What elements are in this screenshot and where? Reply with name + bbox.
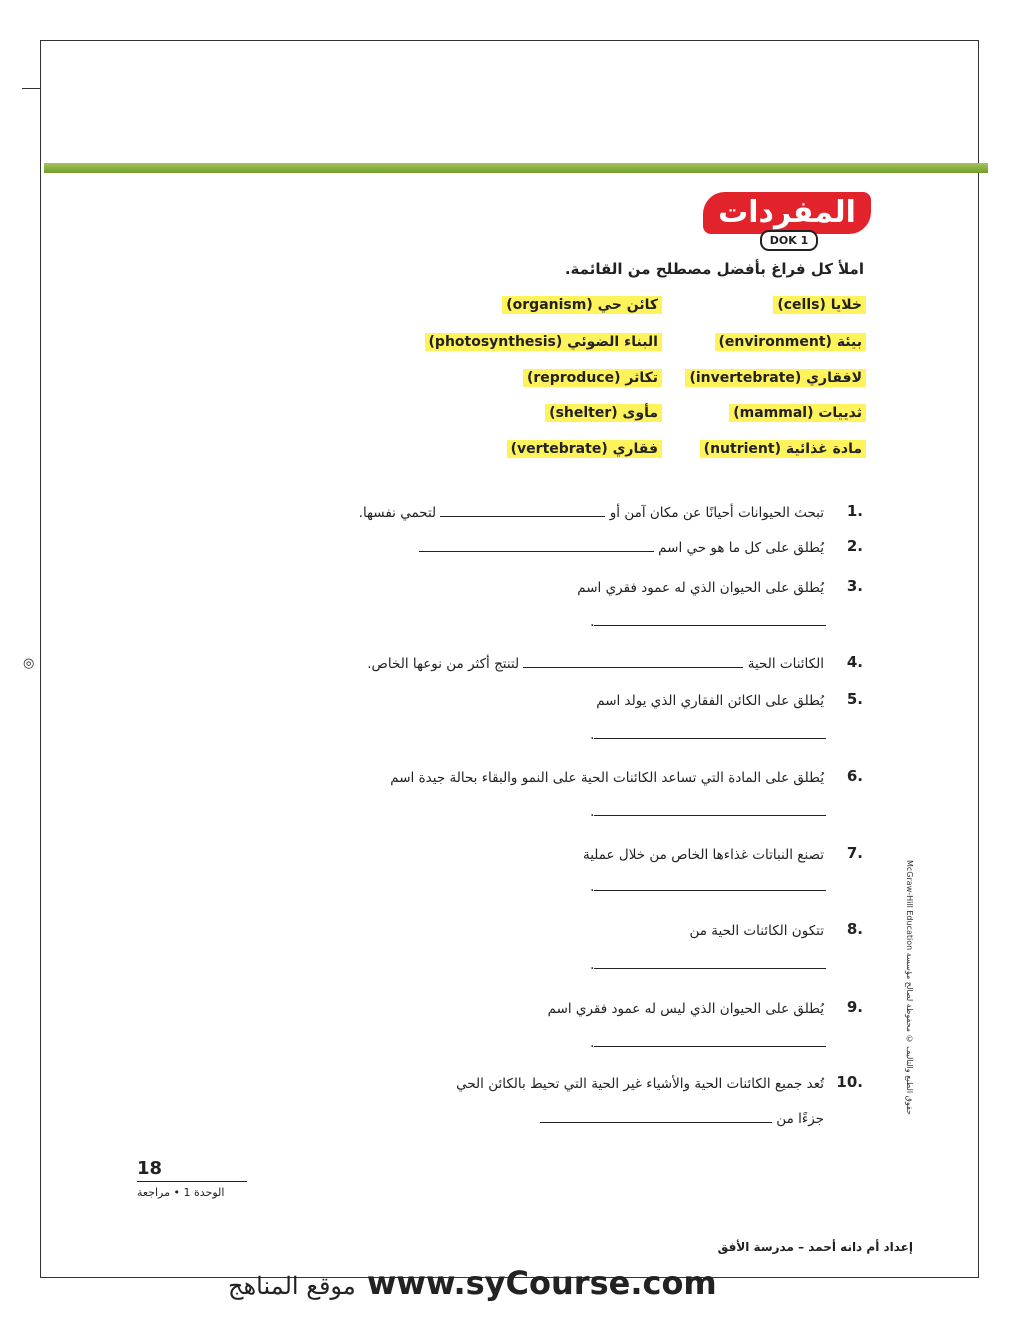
word-bank-term: البناء الضوئي (photosynthesis) bbox=[425, 333, 662, 351]
question-text-part: لتنتج أكثر من نوعها الخاص. bbox=[367, 656, 520, 672]
question-number: 10. bbox=[836, 1073, 863, 1091]
word-bank-term: كائن حي (organism) bbox=[502, 296, 662, 314]
question-number: 2. bbox=[846, 537, 863, 555]
answer-blank[interactable] bbox=[523, 667, 743, 668]
question-text: يُطلق على الكائن الفقاري الذي يولد اسم bbox=[596, 693, 824, 709]
question-text-part: يُطلق على كل ما هو حي اسم bbox=[658, 540, 824, 556]
word-bank-term: خلايا (cells) bbox=[773, 296, 866, 314]
question-number: 7. bbox=[846, 844, 863, 862]
word-bank-term: مادة غذائية (nutrient) bbox=[700, 440, 866, 458]
question-text: يُطلق على الحيوان الذي له عمود فقري اسم bbox=[577, 580, 824, 596]
answer-line[interactable] bbox=[594, 625, 826, 626]
word-bank-term: مأوى (shelter) bbox=[545, 404, 662, 422]
question-text: يُطلق على المادة التي تساعد الكائنات الحية على النمو والبقاء بحالة جيدة اسم bbox=[390, 770, 824, 786]
question-text-part: تبحث الحيوانات أحيانًا عن مكان آمن أو bbox=[609, 505, 824, 521]
section-title: المفردات bbox=[703, 192, 871, 234]
word-bank-term: لافقاري (invertebrate) bbox=[685, 369, 866, 387]
question-text bbox=[419, 540, 824, 556]
answer-blank[interactable] bbox=[540, 1122, 772, 1123]
question-text: تُعد جميع الكائنات الحية والأشياء غير الحية التي تحيط بالكائن الحي bbox=[456, 1076, 824, 1092]
word-bank-term: ثدييات (mammal) bbox=[729, 404, 866, 422]
question-text bbox=[540, 1111, 824, 1127]
answer-line[interactable] bbox=[594, 890, 826, 891]
answer-line[interactable] bbox=[594, 1046, 826, 1047]
question-number: 6. bbox=[846, 767, 863, 785]
question-number: 1. bbox=[846, 502, 863, 520]
instruction-text: املأ كل فراغ بأفضل مصطلح من القائمة. bbox=[564, 260, 864, 278]
page-number-rule bbox=[137, 1181, 247, 1182]
dok-badge: DOK 1 bbox=[760, 230, 818, 251]
page-number: 18 bbox=[137, 1158, 163, 1179]
footer-site-name: موقع المناهج bbox=[228, 1272, 356, 1300]
answer-line[interactable] bbox=[594, 968, 826, 969]
answer-blank[interactable] bbox=[440, 516, 605, 517]
footer-banner bbox=[228, 1264, 717, 1302]
word-bank-term: بيئة (environment) bbox=[715, 333, 866, 351]
copyright-side-text: McGraw-Hill Education حقوق الطبع والتأليف © محفوظة لصالح مؤسسة bbox=[905, 860, 914, 1115]
question-number: 5. bbox=[846, 690, 863, 708]
crop-mark bbox=[22, 88, 40, 89]
registration-mark-icon: ◎ bbox=[23, 656, 35, 671]
answer-line[interactable] bbox=[594, 738, 826, 739]
author-credit: إعداد أم دانه أحمد – مدرسة الأفق bbox=[717, 1240, 913, 1254]
word-bank-term: فقاري (vertebrate) bbox=[507, 440, 662, 458]
footer-site-url[interactable]: www.syCourse.com bbox=[366, 1264, 717, 1302]
header-band bbox=[44, 163, 988, 173]
question-text-part: الكائنات الحية bbox=[747, 656, 824, 672]
question-text bbox=[367, 656, 824, 672]
question-number: 8. bbox=[846, 920, 863, 938]
word-bank-term: تكاثر (reproduce) bbox=[523, 369, 662, 387]
question-number: 9. bbox=[846, 998, 863, 1016]
question-text: يُطلق على الحيوان الذي ليس له عمود فقري اسم bbox=[547, 1001, 824, 1017]
unit-label: الوحدة 1 • مراجعة bbox=[137, 1186, 225, 1199]
answer-blank[interactable] bbox=[419, 551, 654, 552]
question-text: تتكون الكائنات الحية من bbox=[689, 923, 824, 939]
question-text-part: جزءًا من bbox=[776, 1111, 824, 1127]
question-number: 4. bbox=[846, 653, 863, 671]
question-text bbox=[359, 505, 824, 521]
question-number: 3. bbox=[846, 577, 863, 595]
answer-line[interactable] bbox=[594, 815, 826, 816]
question-text-part: لتحمي نفسها. bbox=[358, 505, 437, 521]
question-text: تصنع النباتات غذاءها الخاص من خلال عملية bbox=[582, 847, 824, 863]
